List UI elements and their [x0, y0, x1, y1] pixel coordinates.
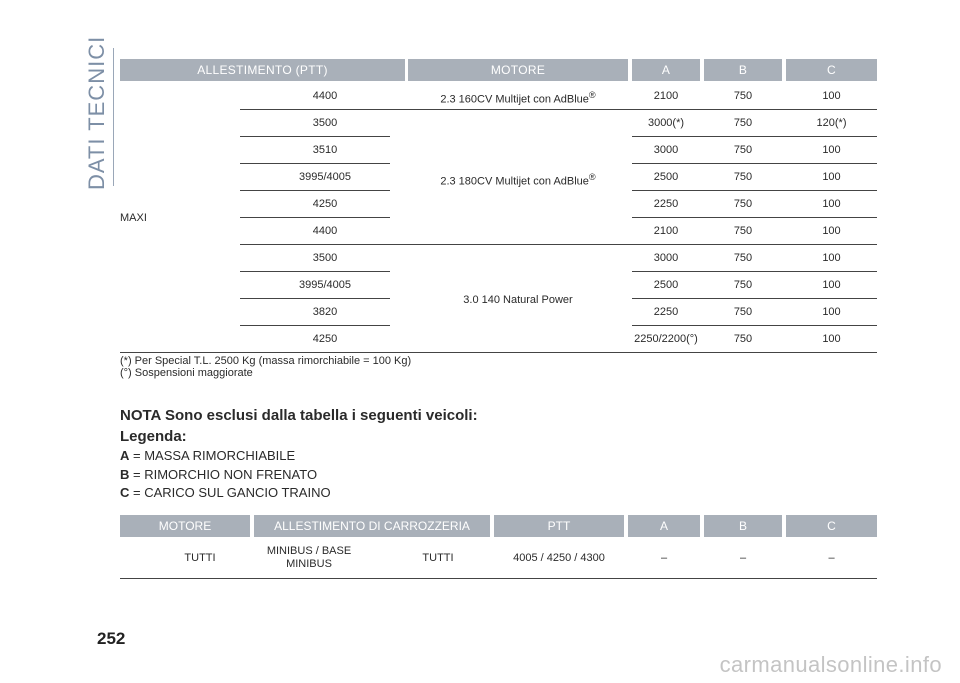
header-a: A — [632, 59, 700, 81]
registered-mark: ® — [588, 90, 596, 100]
legend-key: B — [120, 467, 130, 482]
header-c: C — [786, 59, 877, 81]
cell-a: 2500 — [653, 171, 679, 183]
cell-c: 100 — [822, 90, 841, 102]
row-divider — [240, 298, 390, 299]
engine-name: 2.3 180CV Multijet con AdBlue — [440, 175, 589, 188]
cell-c: 100 — [822, 198, 841, 210]
row-divider — [240, 325, 390, 326]
cell-ptt: 4250 — [312, 333, 338, 345]
table-bottom-rule — [120, 352, 877, 353]
cell-b: 750 — [733, 279, 753, 291]
header2-a: A — [628, 515, 700, 537]
row-divider — [240, 109, 410, 110]
cell-c: 100 — [822, 279, 841, 291]
row-divider — [632, 325, 877, 326]
legend-key: C — [120, 485, 130, 500]
cell-b: 750 — [733, 252, 753, 264]
cell-c: 100 — [822, 306, 841, 318]
cell-motore: TUTTI — [184, 552, 216, 564]
cell-a: 2100 — [653, 90, 679, 102]
engine-label — [408, 172, 628, 188]
cell-ptt: 3500 — [312, 117, 338, 129]
cell-ptt: 3820 — [312, 306, 338, 318]
cell-ptt: 4400 — [312, 225, 338, 237]
cell-b: 750 — [733, 198, 753, 210]
nota-heading: NOTA Sono esclusi dalla tabella i seguenti veicoli: — [120, 407, 478, 424]
row-divider — [240, 271, 390, 272]
cell-c: – — [828, 552, 835, 564]
row-divider — [240, 190, 390, 191]
cell-b: 750 — [733, 117, 753, 129]
cell-b: 750 — [733, 144, 753, 156]
legend-text: = RIMORCHIO NON FRENATO — [133, 467, 318, 482]
cell-a: – — [660, 552, 668, 564]
row-divider — [632, 163, 877, 164]
cell-ptt: 4250 — [312, 198, 338, 210]
row-divider — [632, 298, 877, 299]
cell-ptt: 4400 — [312, 90, 338, 102]
version-label: MAXI — [120, 212, 147, 224]
cell-a: 2250/2200(°) — [634, 333, 698, 345]
cell-allestimento-line2: MINIBUS — [286, 558, 332, 570]
section-title: DATI TECNICI — [84, 35, 109, 190]
cell-b: 750 — [733, 306, 753, 318]
row-divider — [408, 109, 877, 110]
footnote: (°) Sospensioni maggiorate — [120, 367, 253, 379]
legend-text: = CARICO SUL GANCIO TRAINO — [133, 485, 331, 500]
registered-mark: ® — [588, 172, 596, 182]
engine-label — [408, 90, 628, 106]
cell-c: 100 — [822, 333, 841, 345]
header-b: B — [704, 59, 782, 81]
header2-b: B — [704, 515, 782, 537]
cell-allestimento-line1: MINIBUS / BASE — [266, 545, 352, 557]
cell-b: 750 — [733, 333, 753, 345]
cell-ptt: 3510 — [312, 144, 338, 156]
cell-c: 100 — [822, 171, 841, 183]
header2-allestimento: ALLESTIMENTO DI CARROZZERIA — [254, 515, 490, 537]
legend-key: A — [120, 448, 130, 463]
watermark: carmanualsonline.info — [719, 652, 942, 677]
row-divider — [240, 217, 390, 218]
cell-c: 100 — [822, 144, 841, 156]
legend-item — [120, 467, 317, 482]
cell-allestimento-tutti: TUTTI — [422, 552, 454, 564]
header2-ptt: PTT — [494, 515, 624, 537]
cell-a: 2100 — [653, 225, 679, 237]
row-divider — [632, 136, 877, 137]
legend-title: Legenda: — [120, 428, 187, 445]
cell-ptt: 4005 / 4250 / 4300 — [513, 552, 605, 564]
legend-item — [120, 448, 295, 463]
row-divider — [240, 163, 390, 164]
row-divider — [632, 217, 877, 218]
cell-ptt: 3500 — [312, 252, 338, 264]
table2-bottom-rule — [120, 578, 877, 579]
cell-b: 750 — [733, 90, 753, 102]
cell-c: 120(*) — [816, 117, 847, 129]
cell-b: 750 — [733, 225, 753, 237]
cell-a: 3000 — [653, 252, 679, 264]
page-number: 252 — [97, 629, 126, 648]
header2-motore: MOTORE — [120, 515, 250, 537]
cell-ptt: 3995/4005 — [299, 279, 351, 291]
cell-ptt: 3995/4005 — [299, 171, 351, 183]
legend-item — [120, 485, 331, 500]
header2-c: C — [786, 515, 877, 537]
cell-a: 3000(*) — [647, 117, 685, 129]
footnote: (*) Per Special T.L. 2500 Kg (massa rimorchiabile = 100 Kg) — [120, 355, 412, 367]
cell-a: 2250 — [653, 198, 679, 210]
cell-b: 750 — [733, 171, 753, 183]
cell-b: – — [739, 552, 747, 564]
header-allestimento: ALLESTIMENTO (PTT) — [120, 59, 405, 81]
cell-a: 3000 — [653, 144, 679, 156]
cell-a: 2250 — [653, 306, 679, 318]
cell-c: 100 — [822, 252, 841, 264]
cell-a: 2500 — [653, 279, 679, 291]
legend-text: = MASSA RIMORCHIABILE — [133, 448, 296, 463]
section-divider — [113, 48, 114, 186]
header-motore: MOTORE — [408, 59, 628, 81]
engine-label: 3.0 140 Natural Power — [463, 294, 573, 306]
row-divider — [240, 136, 390, 137]
row-divider — [632, 271, 877, 272]
row-divider — [632, 190, 877, 191]
row-divider — [240, 244, 877, 245]
cell-c: 100 — [822, 225, 841, 237]
engine-name: 2.3 160CV Multijet con AdBlue — [440, 93, 589, 106]
